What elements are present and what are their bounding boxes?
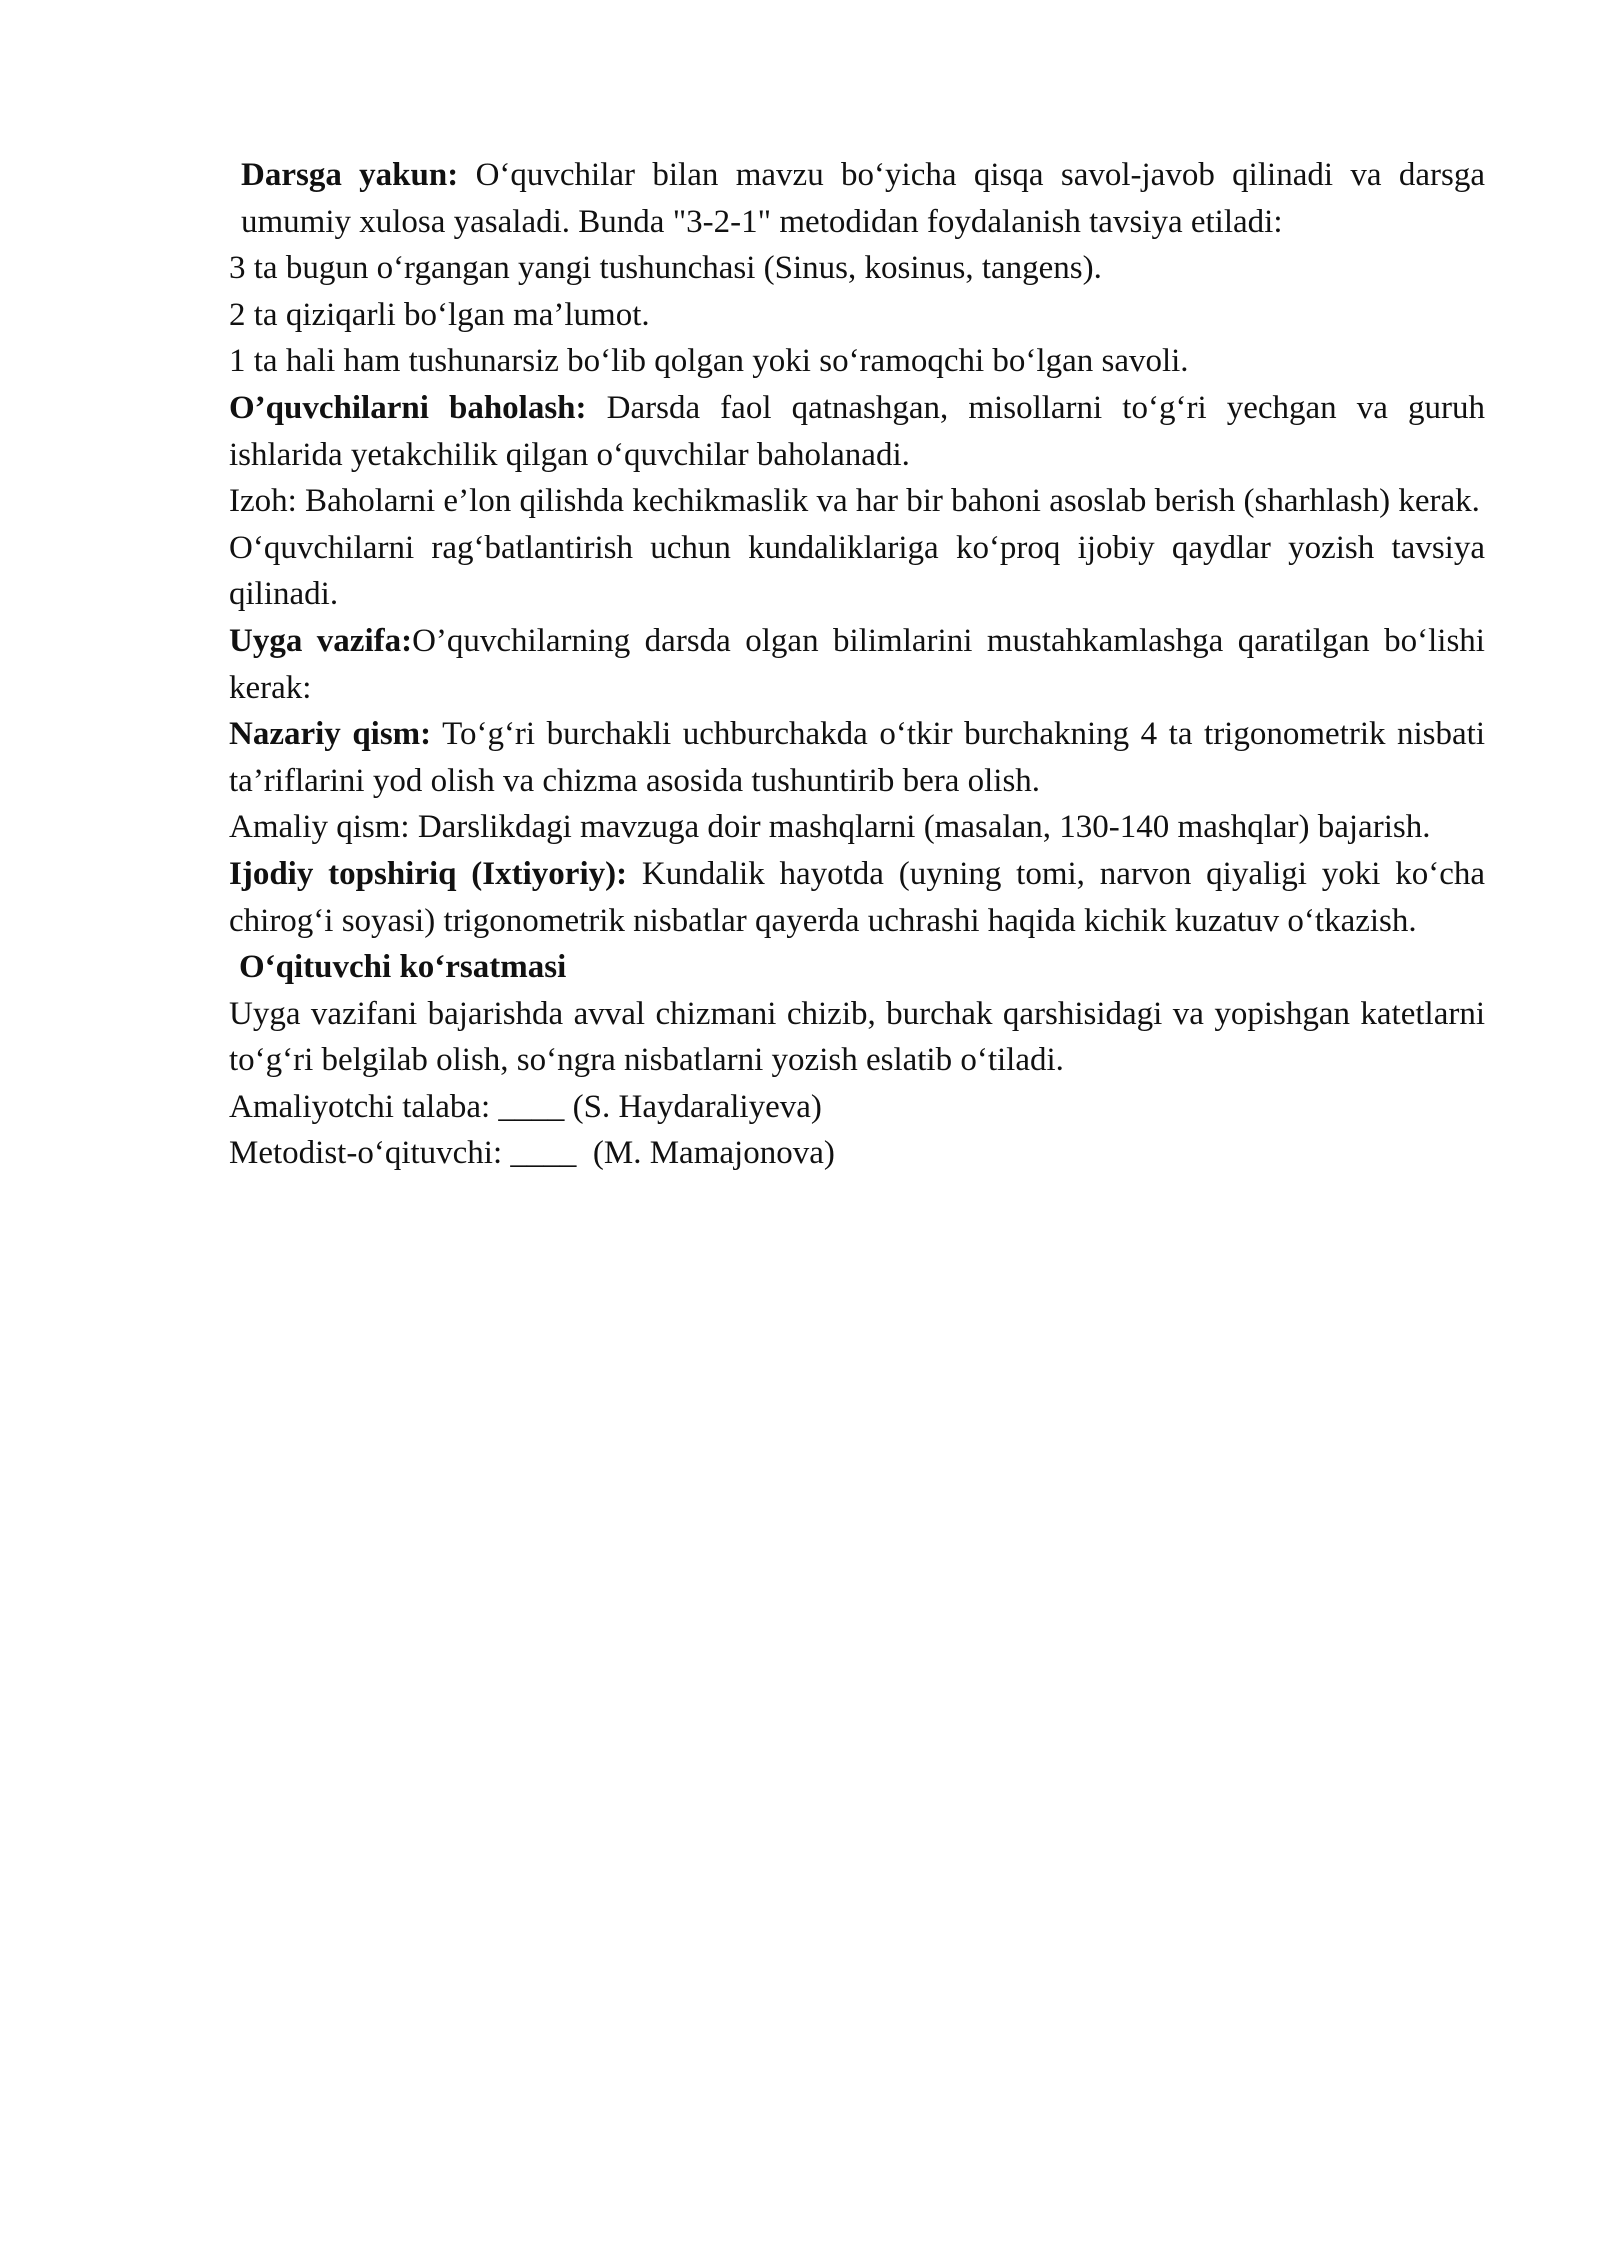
creative-paragraph xyxy=(229,851,1485,944)
note-paragraph: Izoh: Baholarni e’lon qilishda kechikmaslik va har bir bahoni asoslab berish (sharhlash) kerak. xyxy=(229,483,1480,520)
conclusion-label: Darsga yakun: xyxy=(241,157,459,193)
theory-paragraph xyxy=(229,711,1485,804)
assessment-paragraph xyxy=(229,385,1485,478)
assessment-text: Darsda faol qatnashgan, misollarni to‘g‘ri yechgan va guruh ishlarida yetakchilik qilgan o‘quvchilar baholanadi. xyxy=(229,389,1485,473)
conclusion-text: O‘quvchilar bilan mavzu bo‘yicha qisqa savol-javob qilinadi va darsga umumiy xulosa yasaladi. Bunda "3-2-1" metodidan foydalanish tavsiya etiladi: xyxy=(241,157,1485,240)
signature-student: Amaliyotchi talaba: ____ (S. Haydaraliyeva) xyxy=(229,1088,822,1125)
conclusion-paragraph xyxy=(229,152,1485,245)
teacher-heading: O‘qituvchi ko‘rsatmasi xyxy=(239,949,567,986)
creative-text: Kundalik hayotda (uyning tomi, narvon qiyaligi yoki ko‘cha chirog‘i soyasi) trigonometrik nisbatlar qayerda uchrashi haqida kichik kuzatuv o‘tkazish. xyxy=(229,855,1485,939)
motivation-paragraph: O‘quvchilarni rag‘batlantirish uchun kundaliklariga ko‘proq ijobiy qaydlar yozish tavsiya qilinadi. xyxy=(229,529,1485,613)
theory-label: Nazariy qism: xyxy=(229,716,432,753)
document-page xyxy=(229,152,1485,1177)
teacher-paragraph: Uyga vazifani bajarishda avval chizmani chizib, burchak qarshisidagi va yopishgan katetlarni to‘g‘ri belgilab olish, so‘ngra nisbatlarni yozish eslatib o‘tiladi. xyxy=(229,995,1485,1079)
practice-paragraph: Amaliy qism: Darslikdagi mavzuga doir mashqlarni (masalan, 130-140 mashqlar) bajarish. xyxy=(229,809,1431,846)
homework-text: O’quvchilarning darsda olgan bilimlarini mustahkamlashga qaratilgan bo‘lishi kerak: xyxy=(229,622,1485,706)
assessment-label: O’quvchilarni baholash: xyxy=(229,389,587,426)
signature-methodist: Metodist-o‘qituvchi: ____ (M. Mamajonova) xyxy=(229,1135,835,1172)
list-item-1: 1 ta hali ham tushunarsiz bo‘lib qolgan yoki so‘ramoqchi bo‘lgan savoli. xyxy=(229,343,1189,380)
creative-label: Ijodiy topshiriq (Ixtiyoriy): xyxy=(229,855,628,892)
list-item-2: 2 ta qiziqarli bo‘lgan ma’lumot. xyxy=(229,296,650,333)
theory-text: To‘g‘ri burchakli uchburchakda o‘tkir burchakning 4 ta trigonometrik nisbati ta’riflarini yod olish va chizma asosida tushuntirib bera olish. xyxy=(229,716,1486,799)
homework-paragraph xyxy=(229,618,1485,711)
list-item-3: 3 ta bugun o‘rgangan yangi tushunchasi (Sinus, kosinus, tangens). xyxy=(229,250,1102,287)
homework-label: Uyga vazifa: xyxy=(229,622,413,659)
